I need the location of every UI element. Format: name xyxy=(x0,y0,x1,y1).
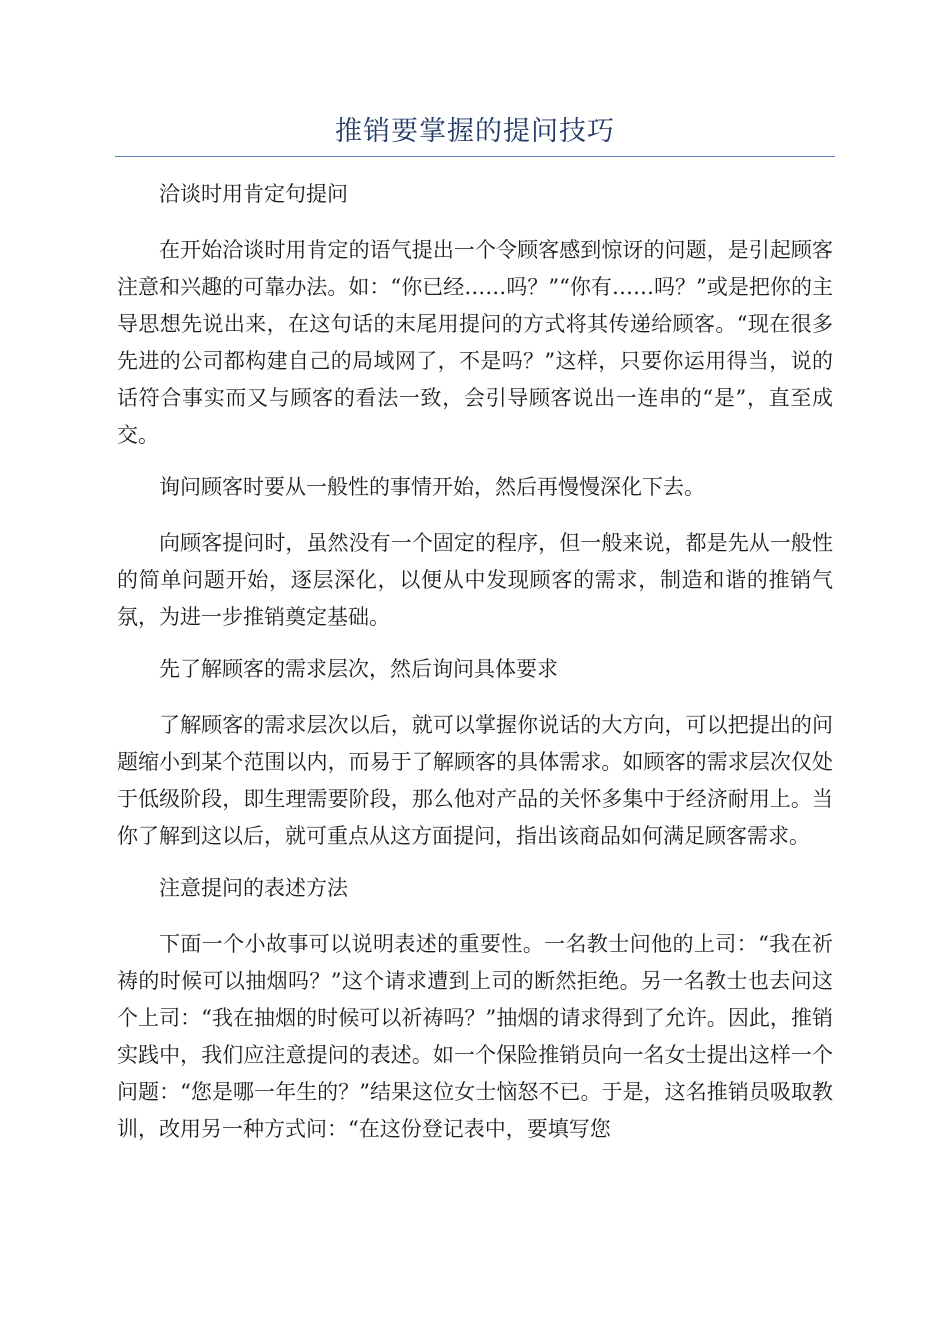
section-heading-general-to-specific: 询问顾客时要从一般性的事情开始，然后再慢慢深化下去。 xyxy=(159,475,705,499)
document-title: 推销要掌握的提问技巧 xyxy=(335,116,615,147)
paragraph-general-to-specific: 向顾客提问时，虽然没有一个固定的程序，但一般来说，都是先从一般性的简单问题开始，逐层深化，以便从中发现顾客的需求，制造和谐的推销气氛，为进一步推销奠定基础。 xyxy=(117,531,833,629)
section-heading-affirmative-questions: 洽谈时用肯定句提问 xyxy=(159,182,348,206)
document-body xyxy=(117,176,833,1163)
paragraph-need-levels: 了解顾客的需求层次以后，就可以掌握你说话的大方向，可以把提出的问题缩小到某个范围以内，而易于了解顾客的具体需求。如顾客的需求层次仅处于低级阶段，即生理需要阶段，那么他对产品的关怀多集中于经济耐用上。当你了解到这以后，就可重点从这方面提问，指出该商品如何满足顾客需求。 xyxy=(117,713,833,848)
paragraph-question-phrasing: 下面一个小故事可以说明表述的重要性。一名教士问他的上司：“我在祈祷的时候可以抽烟吗？”这个请求遭到上司的断然拒绝。另一名教士也去问这个上司：“我在抽烟的时候可以祈祷吗？”抽烟的请求得到了允许。因此，推销实践中，我们应注意提问的表述。如一个保险推销员向一名女士提出这样一个问题：“您是哪一年生的？”结果这位女士恼怒不已。于是，这名推销员吸取教训，改用另一种方式问：“在这份登记表中，要填写您 xyxy=(117,932,833,1141)
paragraph-affirmative-questions: 在开始洽谈时用肯定的语气提出一个令顾客感到惊讶的问题，是引起顾客注意和兴趣的可靠办法。如：“你已经……吗？”“你有……吗？”或是把你的主导思想先说出来，在这句话的末尾用提问的方式将其传递给顾客。“现在很多先进的公司都构建自己的局域网了，不是吗？”这样，只要你运用得当，说的话符合事实而又与顾客的看法一致，会引导顾客说出一连串的“是”，直至成交。 xyxy=(117,238,833,447)
section-heading-question-phrasing: 注意提问的表述方法 xyxy=(159,876,348,900)
title-block xyxy=(115,112,835,157)
section-heading-need-levels: 先了解顾客的需求层次，然后询问具体要求 xyxy=(159,657,558,681)
